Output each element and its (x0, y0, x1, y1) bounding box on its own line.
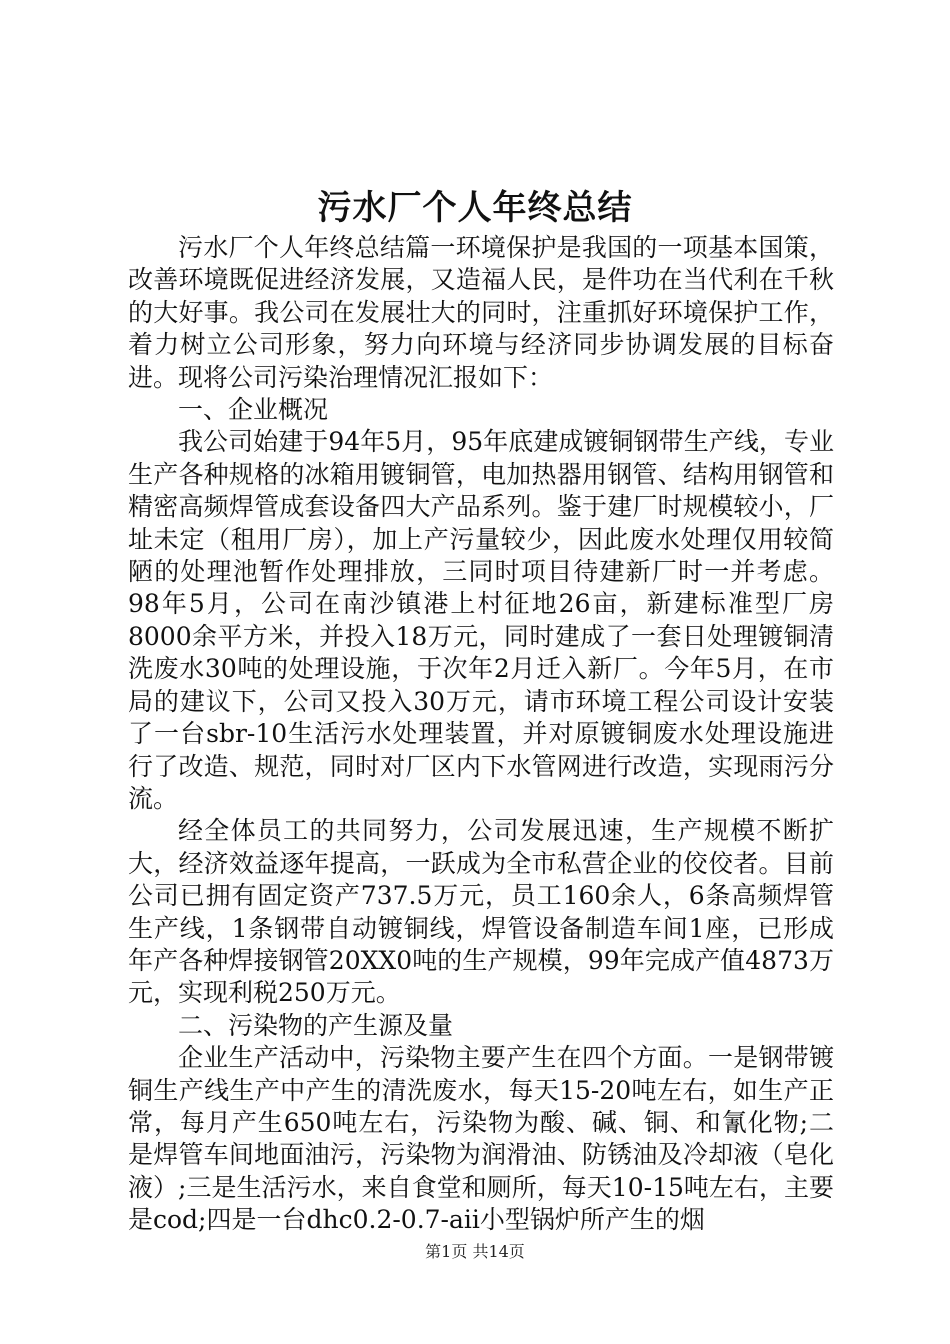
section-heading-company-overview: 一、企业概况 (178, 395, 329, 425)
paragraph-company-history: 我公司始建于94年5月，95年底建成镀铜钢带生产线，专业生产各种规格的冰箱用镀铜管，电加热器用钢管、结构用钢管和精密高频焊管成套设备四大产品系列。鉴于建厂时规模较小，厂址未定（租用厂房），加上产污量较少，因此废水处理仅用较简陋的处理池暂作处理排放，三同时项目待建新厂时一并考虑。98年5月，公司在南沙镇港上村征地26亩，新建标准型厂房8000余平方米，并投入18万元，同时建成了一套日处理镀铜清洗废水30吨的处理设施，于次年2月迁入新厂。今年5月，在市局的建议下，公司又投入30万元，请市环境工程公司设计安装了一台sbr-10生活污水处理装置，并对原镀铜废水处理设施进行了改造、规范，同时对厂区内下水管网进行改造，实现雨污分流。 (128, 427, 834, 813)
section-heading-pollution-sources: 二、污染物的产生源及量 (178, 1010, 454, 1040)
document-body (128, 232, 834, 1237)
document-title: 污水厂个人年终总结 (317, 188, 633, 228)
paragraph-pollution-sources: 企业生产活动中，污染物主要产生在四个方面。一是钢带镀铜生产线生产中产生的清洗废水，每天15-20吨左右，如生产正常，每月产生650吨左右，污染物为酸、碱、铜、和氰化物;二是焊管车间地面油污，污染物为润滑油、防锈油及冷却液（皂化液）;三是生活污水，来自食堂和厕所，每天10-15吨左右，主要是cod;四是一台dhc0.2-0.7-aii小型锅炉所产生的烟 (128, 1043, 834, 1235)
page-footer: 第1页 共14页 (425, 1242, 525, 1261)
paragraph-company-growth: 经全体员工的共同努力，公司发展迅速，生产规模不断扩大，经济效益逐年提高，一跃成为全市私营企业的佼佼者。目前公司已拥有固定资产737.5万元，员工160余人，6条高频焊管生产线，1条钢带自动镀铜线，焊管设备制造车间1座，已形成年产各种焊接钢管20XX0吨的生产规模，99年完成产值4873万元，实现利税250万元。 (128, 816, 834, 1008)
paragraph-intro: 污水厂个人年终总结篇一环境保护是我国的一项基本国策，改善环境既促进经济发展，又造福人民，是件功在当代利在千秋的大好事。我公司在发展壮大的同时，注重抓好环境保护工作，着力树立公司形象，努力向环境与经济同步协调发展的目标奋进。现将公司污染治理情况汇报如下： (128, 233, 834, 392)
